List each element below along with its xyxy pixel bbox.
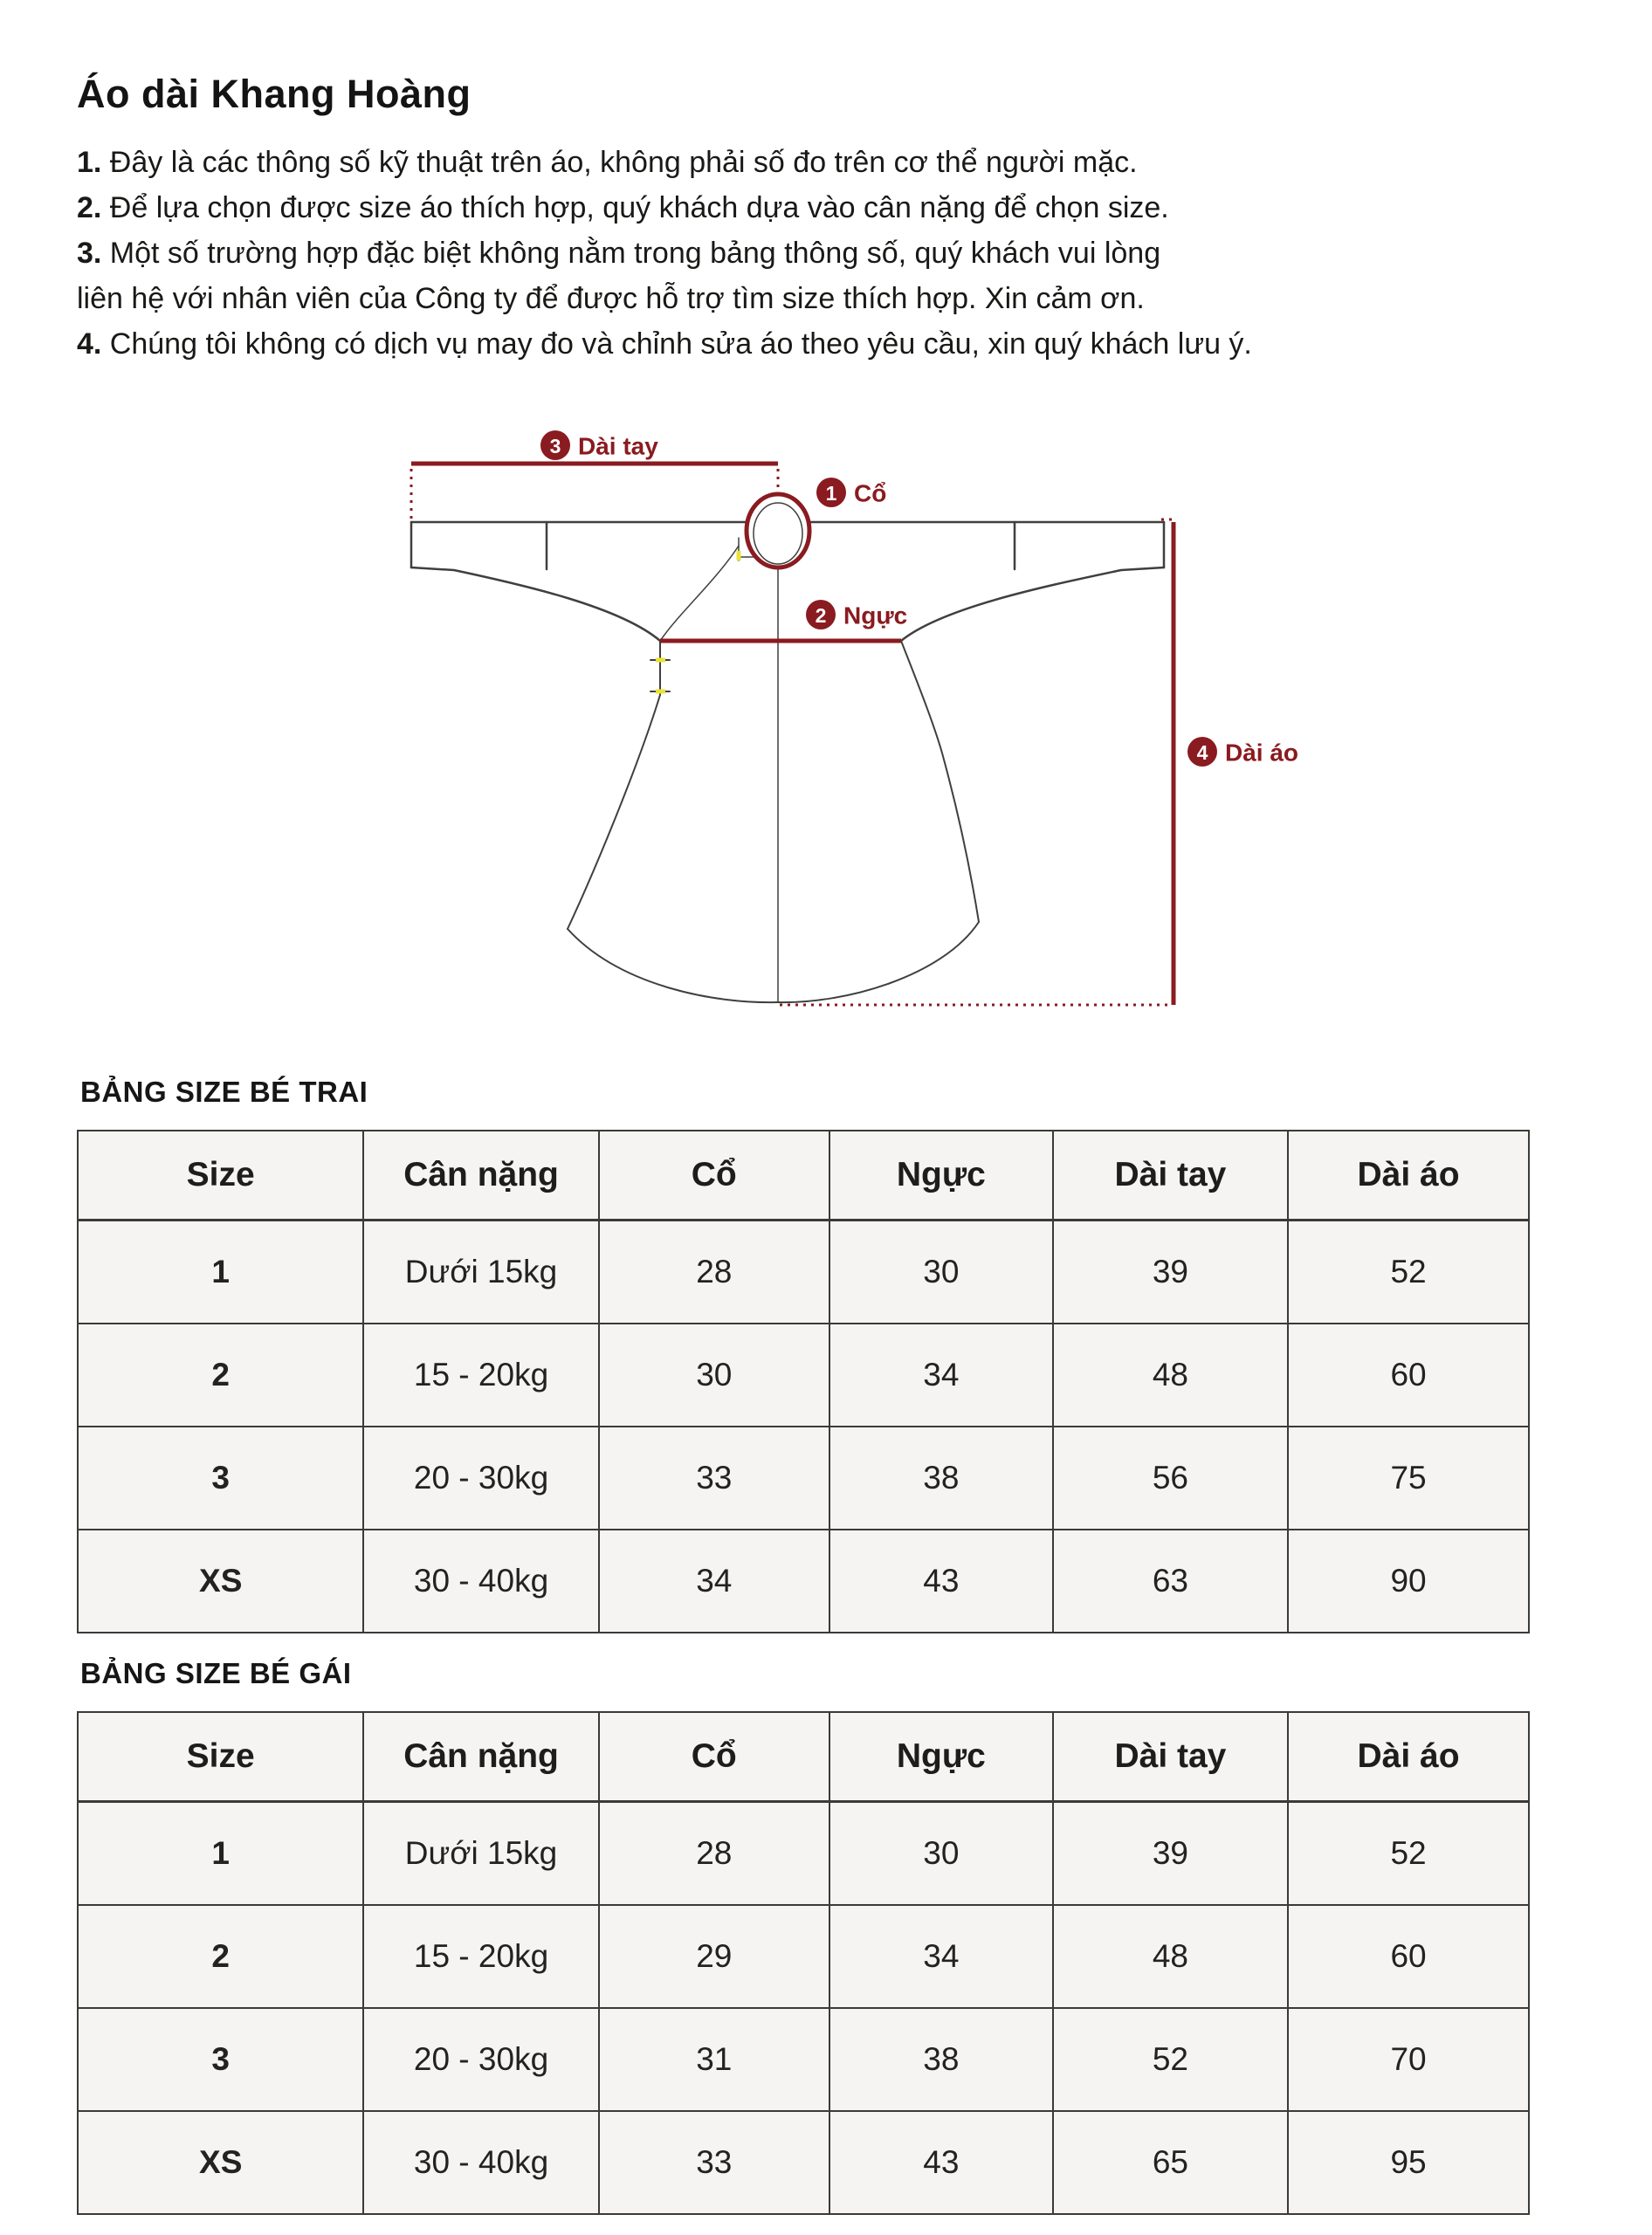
chest-cell: 43 [829, 1530, 1053, 1633]
table-row [78, 2111, 1529, 2214]
ao-dai-measurement-diagram [244, 384, 1336, 1048]
girls-size-table [77, 1711, 1530, 2215]
sleeve-cell: 65 [1053, 2111, 1288, 2214]
neck-cell: 28 [599, 1221, 829, 1324]
size-cell: XS [78, 1530, 363, 1633]
length-cell: 90 [1288, 1530, 1529, 1633]
chest-cell: 38 [829, 2008, 1053, 2111]
size-cell: 2 [78, 1324, 363, 1427]
left-underarm-curve [411, 567, 660, 641]
size-cell: 3 [78, 1427, 363, 1530]
collar-label: Cổ [854, 479, 887, 507]
header-cell: Cổ [599, 1712, 829, 1802]
sleeve-cell: 39 [1053, 1221, 1288, 1324]
weight-cell: 30 - 40kg [363, 1530, 598, 1633]
neck-cell: 31 [599, 2008, 829, 2111]
table-row [78, 1324, 1529, 1427]
sleeve-cell: 63 [1053, 1530, 1288, 1633]
note-line [77, 185, 1474, 230]
size-cell: 3 [78, 2008, 363, 2111]
boys-size-section [77, 1076, 1537, 1633]
chest-cell: 43 [829, 2111, 1053, 2214]
header-cell: Cổ [599, 1131, 829, 1221]
length-cell: 60 [1288, 1324, 1529, 1427]
flap-seam [660, 546, 739, 641]
header-cell: Size [78, 1131, 363, 1221]
note-number: 4. [77, 327, 102, 361]
chest-cell: 30 [829, 1221, 1053, 1324]
badge-2-number: 2 [815, 604, 827, 627]
label-nguc [806, 600, 907, 629]
sleeve-cell: 39 [1053, 1802, 1288, 1906]
header-cell: Ngực [829, 1712, 1053, 1802]
note-text: liên hệ với nhân viên của Công ty để được hỗ trợ tìm size thích hợp. Xin cảm ơn. [77, 282, 1145, 315]
header-cell: Dài tay [1053, 1712, 1288, 1802]
note-text: Đây là các thông số kỹ thuật trên áo, không phải số đo trên cơ thể người mặc. [101, 146, 1138, 179]
chest-cell: 38 [829, 1427, 1053, 1530]
right-underarm-curve [901, 567, 1164, 641]
header-cell: Ngực [829, 1131, 1053, 1221]
chest-label: Ngực [843, 602, 908, 629]
boys-table-heading: BẢNG SIZE BÉ TRAI [80, 1076, 368, 1108]
notes-list [77, 140, 1474, 367]
header-cell: Dài áo [1288, 1131, 1529, 1221]
table-row [78, 1221, 1529, 1324]
table-header-row [78, 1131, 1529, 1221]
sleeve-cell: 48 [1053, 1905, 1288, 2008]
weight-cell: 30 - 40kg [363, 2111, 598, 2214]
length-cell: 95 [1288, 2111, 1529, 2214]
size-cell: 1 [78, 1221, 363, 1324]
length-cell: 52 [1288, 1221, 1529, 1324]
chest-cell: 34 [829, 1324, 1053, 1427]
badge-1-number: 1 [825, 482, 837, 505]
length-cell: 52 [1288, 1802, 1529, 1906]
note-line [77, 230, 1474, 276]
neck-cell: 34 [599, 1530, 829, 1633]
sleeve-length-label: Dài tay [578, 432, 658, 460]
shirt-length-label: Dài áo [1225, 739, 1299, 767]
neck-cell: 30 [599, 1324, 829, 1427]
chest-cell: 30 [829, 1802, 1053, 1906]
weight-cell: Dưới 15kg [363, 1221, 598, 1324]
badge-3-number: 3 [549, 435, 561, 457]
size-cell: 1 [78, 1802, 363, 1906]
header-cell: Dài tay [1053, 1131, 1288, 1221]
sleeve-cell: 48 [1053, 1324, 1288, 1427]
weight-cell: Dưới 15kg [363, 1802, 598, 1906]
note-line [77, 321, 1474, 367]
note-text: Một số trường hợp đặc biệt không nằm trong bảng thông số, quý khách vui lòng [101, 237, 1161, 270]
left-body-side [568, 641, 660, 929]
table-row [78, 2008, 1529, 2111]
label-dai-tay [540, 430, 658, 460]
note-text: Chúng tôi không có dịch vụ may đo và chỉnh sửa áo theo yêu cầu, xin quý khách lưu ý. [101, 327, 1252, 361]
size-cell: XS [78, 2111, 363, 2214]
header-cell: Cân nặng [363, 1131, 598, 1221]
note-number: 1. [77, 146, 102, 179]
length-cell: 70 [1288, 2008, 1529, 2111]
right-body-side [901, 641, 979, 922]
table-header-row [78, 1712, 1529, 1802]
header-cell: Dài áo [1288, 1712, 1529, 1802]
neck-cell: 29 [599, 1905, 829, 2008]
weight-cell: 15 - 20kg [363, 1324, 598, 1427]
boys-size-table [77, 1130, 1530, 1633]
label-co [816, 478, 886, 507]
collar-circle [747, 494, 809, 567]
hem-curve [568, 922, 979, 1002]
neck-cell: 28 [599, 1802, 829, 1906]
note-text: Để lựa chọn được size áo thích hợp, quý khách dựa vào cân nặng để chọn size. [101, 191, 1169, 224]
page-title: Áo dài Khang Hoàng [77, 72, 472, 116]
table-row [78, 1530, 1529, 1633]
note-number: 2. [77, 191, 102, 224]
note-number: 3. [77, 237, 102, 270]
weight-cell: 20 - 30kg [363, 2008, 598, 2111]
neck-cell: 33 [599, 1427, 829, 1530]
girls-size-section [77, 1657, 1537, 2215]
button-marks [656, 551, 780, 691]
neck-cell: 33 [599, 2111, 829, 2214]
table-row [78, 1427, 1529, 1530]
size-cell: 2 [78, 1905, 363, 2008]
length-cell: 75 [1288, 1427, 1529, 1530]
header-cell: Size [78, 1712, 363, 1802]
garment-outline [411, 522, 1164, 1002]
badge-4-number: 4 [1196, 741, 1208, 764]
table-row [78, 1802, 1529, 1906]
weight-cell: 15 - 20kg [363, 1905, 598, 2008]
sleeve-cell: 52 [1053, 2008, 1288, 2111]
chest-cell: 34 [829, 1905, 1053, 2008]
note-line [77, 276, 1474, 321]
weight-cell: 20 - 30kg [363, 1427, 598, 1530]
sleeve-cell: 56 [1053, 1427, 1288, 1530]
label-dai-ao [1187, 737, 1298, 767]
girls-table-heading: BẢNG SIZE BÉ GÁI [80, 1657, 352, 1689]
note-line [77, 140, 1474, 185]
length-cell: 60 [1288, 1905, 1529, 2008]
table-row [78, 1905, 1529, 2008]
header-cell: Cân nặng [363, 1712, 598, 1802]
